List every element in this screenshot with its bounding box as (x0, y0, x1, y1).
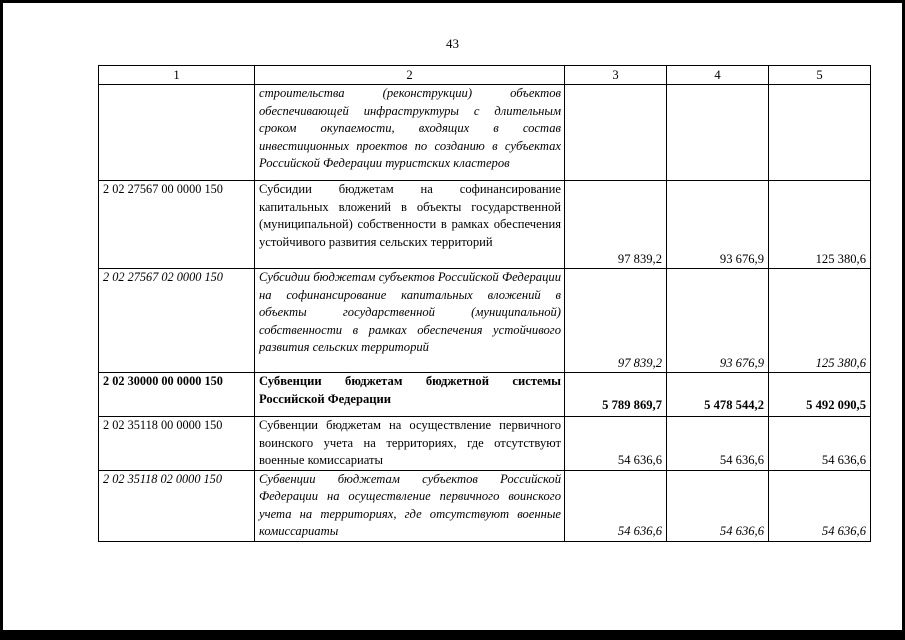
table-row (99, 373, 871, 417)
row-value-col5 (769, 85, 871, 181)
header-col-3: 3 (565, 66, 667, 85)
table-row (99, 470, 871, 541)
row-value-col4: 5 478 544,2 (667, 373, 769, 417)
row-value-col4: 54 636,6 (667, 470, 769, 541)
row-value-col3: 5 789 869,7 (565, 373, 667, 417)
row-value-col3: 54 636,6 (565, 417, 667, 471)
header-row (99, 66, 871, 85)
row-value-col4: 93 676,9 (667, 181, 769, 269)
page-frame-top (0, 0, 905, 3)
row-code: 2 02 35118 00 0000 150 (99, 417, 255, 471)
row-description: Субвенции бюджетам на осуществление первичного воинского учета на территориях, где отсутствуют военные комиссариаты (255, 417, 565, 471)
row-description: Субвенции бюджетам бюджетной системы Российской Федерации (255, 373, 565, 417)
header-col-5: 5 (769, 66, 871, 85)
row-value-col3 (565, 85, 667, 181)
row-code: 2 02 35118 02 0000 150 (99, 470, 255, 541)
row-value-col5: 5 492 090,5 (769, 373, 871, 417)
row-value-col5: 54 636,6 (769, 417, 871, 471)
header-col-1: 1 (99, 66, 255, 85)
page-frame-left (0, 0, 3, 640)
row-value-col5: 125 380,6 (769, 181, 871, 269)
header-col-2: 2 (255, 66, 565, 85)
row-value-col5: 125 380,6 (769, 269, 871, 373)
row-value-col4: 54 636,6 (667, 417, 769, 471)
table-row (99, 269, 871, 373)
header-col-4: 4 (667, 66, 769, 85)
page-number: 43 (446, 36, 459, 51)
table-row (99, 85, 871, 181)
row-code: 2 02 27567 00 0000 150 (99, 181, 255, 269)
row-description: Субвенции бюджетам субъектов Российской Федерации на осуществление первичного воинского учета на территориях, где отсутствуют военные комиссариаты (255, 470, 565, 541)
row-value-col4 (667, 85, 769, 181)
row-value-col3: 54 636,6 (565, 470, 667, 541)
page-frame-bottom (0, 630, 905, 640)
table-row (99, 417, 871, 471)
row-value-col4: 93 676,9 (667, 269, 769, 373)
row-value-col3: 97 839,2 (565, 269, 667, 373)
row-description: Субсидии бюджетам на софинансирование капитальных вложений в объекты государственной (муниципальной) собственности в рамках обеспечения устойчивого развития сельских территорий (255, 181, 565, 269)
table-row (99, 181, 871, 269)
row-value-col5: 54 636,6 (769, 470, 871, 541)
row-value-col3: 97 839,2 (565, 181, 667, 269)
row-code: 2 02 27567 02 0000 150 (99, 269, 255, 373)
budget-table (98, 65, 871, 542)
row-code: 2 02 30000 00 0000 150 (99, 373, 255, 417)
row-description: Субсидии бюджетам субъектов Российской Федерации на софинансирование капитальных вложений в объекты государственной (муниципальной) собственности в рамках обеспечения устойчивого развития сельских территорий (255, 269, 565, 373)
row-code (99, 85, 255, 181)
row-description: строительства (реконструкции) объектов обеспечивающей инфраструктуры с длительным сроком окупаемости, входящих в состав инвестиционных проектов по созданию в субъектах Российской Федерации туристских кластеров (255, 85, 565, 181)
